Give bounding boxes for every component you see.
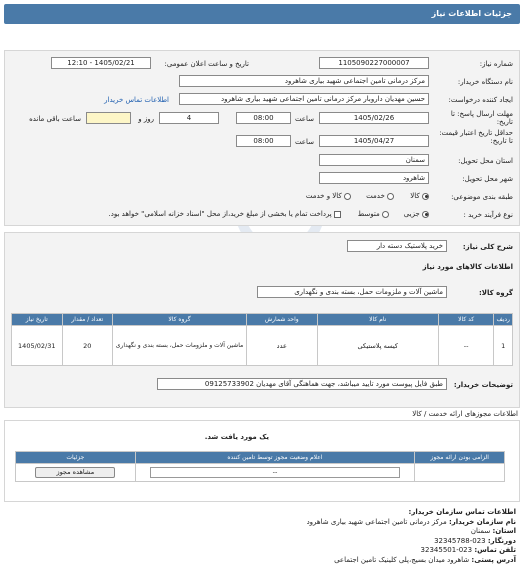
cell-row: 1	[494, 326, 513, 366]
province-field: سمنان	[319, 154, 429, 166]
cell-qty: 20	[62, 326, 113, 366]
cell-group: ماشین آلات و ملزومات حمل، بسته بندی و نگهداری	[113, 326, 247, 366]
cell-unit: عدد	[246, 326, 317, 366]
col-name: نام کالا	[317, 314, 438, 326]
col-details: جزئیات	[16, 452, 136, 464]
table-row	[12, 326, 513, 366]
contact-province: استان: سمنان	[470, 527, 516, 536]
permits-count-text: یک مورد یافت شد.	[204, 433, 269, 441]
treasury-payment-option[interactable]: پرداخت تمام یا بخشی از مبلغ خرید،از محل "اسناد خزانه اسلامی" خواهد بود.	[109, 210, 341, 218]
buyer-contact-block	[307, 508, 516, 566]
radio-selected-icon	[422, 211, 429, 218]
cell-code: --	[438, 326, 494, 366]
days-field: 4	[159, 112, 219, 124]
buyer-field: مرکز درمانی تامین اجتماعی شهید بیاری شاهرود	[179, 75, 429, 87]
page-title-bar	[4, 4, 520, 24]
cell-status	[135, 464, 415, 482]
goods-section-title: اطلاعات کالاهای مورد نیاز	[422, 263, 513, 271]
category-option-service[interactable]: خدمت	[366, 192, 394, 200]
city-label: شهر محل تحویل:	[462, 175, 513, 183]
goods-group-field: ماشین آلات و ملزومات حمل، بسته بندی و نگهداری	[257, 286, 447, 298]
col-unit: واحد شمارش	[246, 314, 317, 326]
contact-address: آدرس پستی: شاهرود میدان بسیج،پلی کلینیک تامین اجتماعی	[334, 555, 516, 564]
city-field: شاهرود	[319, 172, 429, 184]
contact-phone: تلفن تماس: 023-32345501	[420, 546, 516, 555]
purchase-type-label: نوع فرآیند خرید :	[463, 211, 513, 219]
creator-field: حسین مهدیان داروبار مرکز درمانی تامین اجتماعی شهید بیاری شاهرود	[179, 93, 429, 105]
category-option-both[interactable]: کالا و خدمت	[306, 192, 351, 200]
province-label: استان محل تحویل:	[458, 157, 513, 165]
permits-panel	[4, 420, 520, 502]
radio-icon	[344, 193, 351, 200]
reply-date-field: 1405/02/26	[319, 112, 429, 124]
col-code: کد کالا	[438, 314, 494, 326]
goods-group-label: گروه کالا:	[478, 289, 513, 297]
radio-icon	[387, 193, 394, 200]
need-number-field: 1105090227000007	[319, 57, 429, 69]
status-field: --	[150, 467, 400, 478]
validity-label: حداقل تاریخ اعتبار قیمت: تا تاریخ:	[439, 129, 513, 145]
purchase-option-medium[interactable]: متوسط	[358, 210, 389, 218]
buyer-contact-link[interactable]: اطلاعات تماس خریدار	[104, 96, 169, 104]
col-qty: تعداد / مقدار	[62, 314, 113, 326]
table-row	[16, 464, 505, 482]
need-number-label: شماره نیاز:	[479, 60, 513, 68]
summary-label: شرح کلی نیاز:	[462, 243, 513, 251]
col-required: الزامی بودن ارائه مجوز	[415, 452, 505, 464]
buyer-label: نام دستگاه خریدار:	[457, 78, 513, 86]
summary-field: خرید پلاستیک دسته دار	[347, 240, 447, 252]
creator-label: ایجاد کننده درخواست:	[448, 96, 513, 104]
col-group: گروه کالا	[113, 314, 247, 326]
validity-date-field: 1405/04/27	[319, 135, 429, 147]
announce-field: 1405/02/21 - 12:10	[51, 57, 151, 69]
validity-time-field: 08:00	[236, 135, 291, 147]
reply-time-field: 08:00	[236, 112, 291, 124]
reply-deadline-label: مهلت ارسال پاسخ: تا تاریخ:	[450, 110, 513, 126]
buyer-notes-field: طبق فایل پیوست مورد تایید میباشد، جهت هماهنگی آقای مهدیان 09125733902	[157, 378, 447, 390]
col-date: تاریخ نیاز	[12, 314, 63, 326]
col-status: اعلام وضعیت مجوز توسط تامین کننده	[135, 452, 415, 464]
remaining-hours-field	[86, 112, 131, 124]
col-row: ردیف	[494, 314, 513, 326]
goods-table-header	[12, 314, 513, 326]
cell-required	[415, 464, 505, 482]
permits-table	[15, 451, 505, 482]
cell-details	[16, 464, 136, 482]
page-title: جزئیات اطلاعات نیاز	[431, 9, 512, 18]
view-permit-button[interactable]: مشاهده مجوز	[35, 467, 115, 478]
reply-time-label: ساعت	[294, 115, 314, 123]
buyer-notes-label: توضیحات خریدار:	[453, 381, 513, 389]
permits-caption: اطلاعات مجوزهای ارائه خدمت / کالا	[412, 410, 518, 418]
goods-panel	[4, 232, 520, 408]
purchase-option-minor[interactable]: جزیی	[404, 210, 429, 218]
radio-icon	[382, 211, 389, 218]
category-option-goods[interactable]: کالا	[410, 192, 429, 200]
need-info-panel	[4, 50, 520, 226]
goods-table	[11, 313, 513, 366]
validity-time-label: ساعت	[294, 138, 314, 146]
contact-org: نام سازمان خریدار: مرکز درمانی تامین اجتماعی شهید بیاری شاهرود	[306, 517, 516, 526]
radio-selected-icon	[422, 193, 429, 200]
permits-table-header	[16, 452, 505, 464]
announce-label: تاریخ و ساعت اعلان عمومی:	[164, 60, 249, 68]
days-label: روز و	[138, 115, 154, 123]
contact-title: اطلاعات تماس سازمان خریدار:	[408, 508, 516, 516]
contact-fax: دورنگار: 023-32345788	[434, 536, 516, 545]
cell-name: کیسه پلاستیکی	[317, 326, 438, 366]
checkbox-icon	[334, 211, 341, 218]
category-label: طبقه بندی موضوعی:	[451, 193, 513, 201]
cell-date: 1405/02/31	[12, 326, 63, 366]
remaining-label: ساعت باقی مانده	[29, 115, 81, 123]
